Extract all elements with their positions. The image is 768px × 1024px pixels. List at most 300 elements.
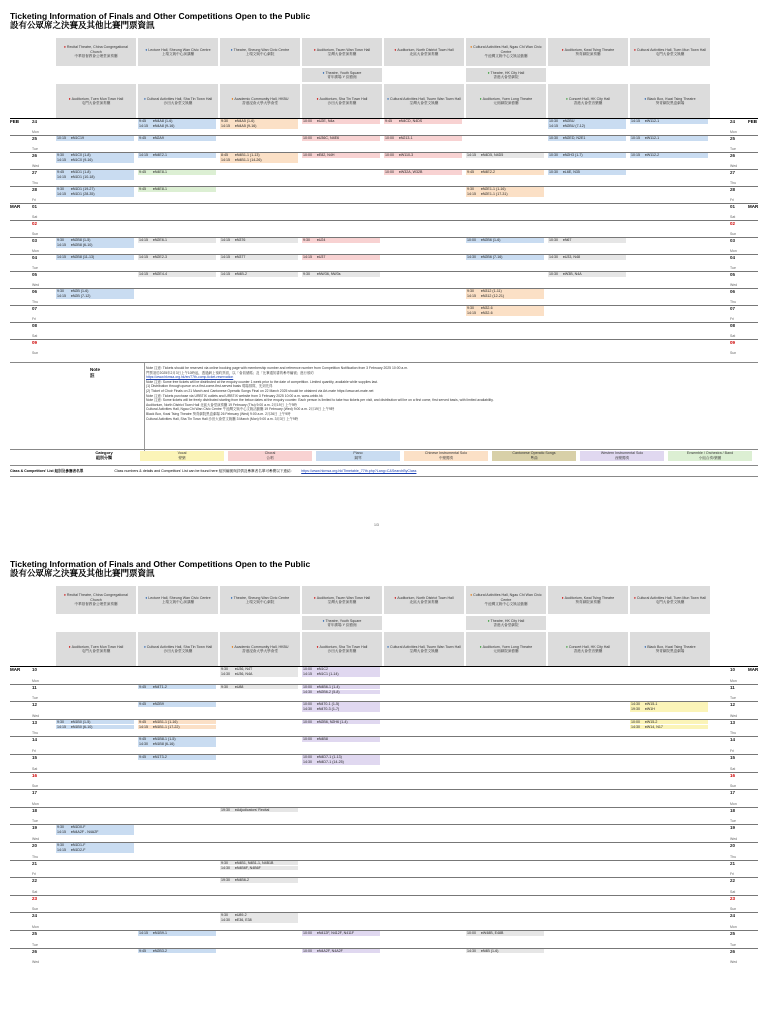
event-entry [548, 255, 626, 260]
venue-name-en: Auditorium, Tsuen Wan Town Hall [316, 47, 371, 52]
day-of-week-right: Tue [730, 696, 736, 701]
venue-name-en: Recital Theatre, China Congregational Church [66, 593, 128, 602]
event-time: 14:30 [221, 672, 230, 676]
event-time: 14:15 [57, 175, 66, 179]
venue-v16 [466, 632, 546, 666]
date-row [10, 322, 758, 340]
event-class: ♦N1B8 (6-16) [153, 742, 175, 747]
document-title-en-page2: Ticketing Information of Finals and Other Competitions Open to the Public [10, 559, 311, 569]
notes-line: 門票須於2025年2月3日上午10時起，透過網上預約頁面，以「會員號碼」及「比賽通知書的參考編號」進行預約 [146, 370, 314, 375]
venue-v3 [220, 586, 300, 614]
day-of-week: Fri [32, 198, 37, 202]
day-of-week-right: Sun [730, 784, 737, 789]
month-label-right: FEB [748, 119, 757, 124]
venue-marker-icon: ♦ [479, 96, 482, 101]
event-class: ♦N2B8 (1-5) [71, 238, 91, 242]
venue-v6 [466, 586, 546, 614]
event-class: ♦N1D1 (1-8) [71, 170, 91, 174]
event-time: 14:30 [303, 707, 312, 712]
event-time: 9:45 [139, 170, 146, 174]
date-row [10, 895, 758, 914]
notes-line: Cultural Activities Hall, Sha Tin Town Hall 沙田大會堂文娛廳 3 March (Mon) 9:00 a.m. 3月3日 上午9時 [146, 416, 299, 421]
event-time: 14:15 [631, 119, 640, 123]
day-of-week-right: Fri [730, 317, 735, 321]
category-name-en: Ensemble / Orchestra / Band [686, 451, 734, 455]
day-of-week: Mon [32, 925, 39, 929]
event-entry [138, 702, 216, 707]
venue-marker-icon: ♦ [470, 45, 473, 50]
event-entry [138, 742, 216, 747]
day-of-week-right: Sat [730, 334, 736, 338]
venue-marker-icon: ♦ [231, 96, 234, 101]
notes-line: (1) Distribution through queue on a first-come-first-served basis 現場排隊，先到先得 [146, 384, 273, 389]
event-entry [56, 153, 134, 158]
venue-v12 [138, 632, 218, 666]
venue-name-zh: 北區大會堂演奏廳 [409, 600, 439, 604]
venue-name-zh: 荃灣大會堂演奏廳 [327, 600, 357, 604]
category-name-en: Western Instrumental Solo [600, 451, 644, 455]
event-entry [56, 238, 134, 243]
event-class: ♦N4D5, N4D5 [481, 153, 504, 157]
event-time: 9:45 [139, 187, 146, 191]
event-time: 14:15 [57, 724, 66, 729]
notes-line: Auditorium, North District Town Hall 北區大會堂演奏廳 19 February (Thu) 9:00 a.m. 2月19日 上午9時 [146, 402, 298, 407]
venue-name-en: Academic Community Hall, HKBU [234, 96, 289, 101]
event-time: 14:15 [139, 724, 148, 729]
event-entry [220, 238, 298, 243]
date-row [10, 684, 758, 703]
venue-marker-icon: ♦ [470, 593, 473, 598]
event-class: ♦N4B8 [317, 737, 328, 742]
venue-marker-icon: ♦ [387, 644, 389, 649]
event-time: 9:45 [139, 737, 146, 742]
venue-marker-icon: ♦ [68, 644, 71, 649]
event-entry [56, 725, 134, 730]
event-class: ♦N1D1 (19-27) [71, 187, 95, 191]
event-class: ♦N1C2 [317, 667, 329, 671]
event-class: ♦N4B6-1 (1-4) [317, 684, 340, 689]
event-entry [220, 119, 298, 124]
venue-v3 [220, 38, 300, 66]
venue-v8 [630, 38, 710, 66]
event-entry [220, 672, 298, 677]
event-time: 10:15 [631, 136, 640, 140]
event-time: 9:30 [57, 238, 64, 242]
venue-name-zh: 香港浸會大學大學會堂 [242, 101, 278, 105]
event-class: ♦N1B8-1 (1-5) [153, 737, 176, 742]
event-class: ♦N1B1-1 (17-22) [153, 724, 180, 729]
event-class: ♦N1D1 (10-18) [71, 175, 95, 179]
event-time: 9:30 [303, 238, 310, 242]
event-class: ♦W14, N17 [645, 724, 663, 729]
event-class: ♦N1C0 (9-16) [71, 158, 93, 162]
date-number: 26 [32, 948, 38, 954]
venue-name-en: Academic Community Hall, HKBU [234, 644, 289, 649]
schedule-grid-page2 [10, 666, 758, 966]
event-class: ♦N4B6-2 [235, 878, 250, 883]
day-of-week: Sat [32, 766, 38, 771]
event-class: ♦U36, N4T [235, 667, 253, 671]
event-class: ♦W110-3 [399, 153, 414, 157]
class-list-link[interactable]: https://www.hkmsa.org.hk/Timetable_77th.php?Lang=C&SearchByClass [301, 469, 417, 473]
category-name-en: Choral [264, 451, 276, 455]
date-number: 16 [32, 772, 38, 778]
event-time: 14:30 [139, 742, 148, 747]
date-row [10, 339, 758, 357]
date-number: 26 [32, 153, 38, 158]
venue-name-zh: 葵青劇院演奏廳 [575, 52, 601, 56]
day-of-week: Fri [32, 749, 37, 753]
event-class: ♦U36C, N4E6 [317, 136, 340, 140]
event-entry [138, 931, 216, 936]
event-time: 9:30 [57, 825, 64, 830]
event-class: ♦W15-1 [645, 702, 658, 707]
month-label: MAR [10, 667, 21, 672]
venue-v4 [302, 586, 382, 614]
venue-name-en: Cultural Activities Hall, Sha Tin Town Hall [146, 96, 213, 101]
date-number-right: 24 [730, 913, 736, 919]
venue-name-zh: 上環文娛中心演講廳 [161, 600, 195, 604]
event-time: 9:30 [467, 306, 474, 310]
venue-marker-icon: ♦ [313, 47, 316, 52]
event-entry [302, 153, 380, 158]
venue-name-en: Black Box, Kwai Tsing Theatre [647, 96, 696, 101]
event-entry [384, 153, 462, 158]
venue-name-en: Auditorium, Tuen Mun Town Hall [71, 96, 124, 101]
event-time: 14:15 [303, 255, 312, 259]
venue-name-en: Theatre, HK City Hall [490, 618, 525, 623]
day-of-week-right: Sun [730, 351, 737, 355]
venue-marker-icon: ♦ [230, 47, 233, 52]
event-time: 14:15 [467, 311, 476, 315]
event-class: ♦N2B (7-12) [71, 294, 91, 298]
venue-name-zh: 沙田大會堂文娛廳 [163, 101, 193, 105]
category-chip [580, 451, 664, 461]
day-of-week: Mon [32, 130, 39, 134]
event-time: 14:15 [57, 192, 66, 196]
event-time: 19:30 [631, 707, 640, 712]
date-number: 08 [32, 323, 38, 328]
day-of-week: Tue [32, 942, 38, 947]
event-class: ♦N2ED, N2E1 [563, 136, 586, 140]
venue-name-zh: 元朗劇院演藝廳 [493, 101, 519, 105]
date-number-right: 25 [730, 931, 736, 936]
venue-v8 [630, 586, 710, 614]
event-entry [138, 725, 216, 730]
event-entry [302, 755, 380, 760]
venue-name-en: Lecture Hall, Sheung Wan Civic Centre [148, 47, 211, 52]
event-class: ♦N2B3-2 [153, 948, 168, 953]
venue-name-en: Cultural Activities Hall, Tsuen Wan Town Hall [390, 96, 461, 101]
venue-v2 [138, 586, 218, 614]
venue-name-en: Theatre, HK City Hall [490, 70, 525, 75]
event-class: ♦L6E, N35 [563, 170, 580, 174]
date-row [10, 860, 758, 879]
event-time: 10:00 [303, 667, 312, 671]
event-entry [56, 158, 134, 163]
event-entry [302, 119, 380, 124]
date-number-right: 28 [730, 187, 736, 192]
date-row [10, 912, 758, 931]
date-number-right: 03 [730, 238, 736, 243]
venue-name-en: Auditorium, Kwai Tsing Theatre [564, 595, 615, 600]
day-of-week-right: Sun [730, 232, 737, 236]
date-row [10, 666, 758, 685]
event-entry [138, 737, 216, 742]
event-class: ♦N4E2-2 [481, 170, 496, 174]
event-time: 14:30 [221, 865, 230, 870]
venue-name-en: Auditorium, Kwai Tsing Theatre [564, 47, 615, 52]
event-class: ♦U37 [317, 255, 326, 259]
venue-marker-icon: ♦ [561, 47, 564, 52]
day-of-week: Wed [32, 164, 40, 168]
date-number-right: 15 [730, 755, 736, 760]
date-number-right: 23 [730, 895, 736, 901]
category-name-en: Chinese Instrumental Solo [424, 451, 468, 455]
event-time: 10:00 [303, 931, 312, 935]
date-number: 23 [32, 895, 38, 901]
category-chip [492, 451, 576, 461]
event-entry [302, 931, 380, 936]
venue-v1 [56, 38, 136, 66]
venue-name-zh: 香港大會堂音樂廳 [573, 649, 603, 653]
event-class: ♦N1B1-1 (1-16) [153, 719, 178, 724]
event-entry [630, 153, 708, 158]
notes-line: Note 注意: Tickets should be reserved via online booking page with membership number and reference number from Competition Notification from 3 February 2025 10:00 a.m. [146, 366, 409, 370]
event-class: ♦N4D7-1 (1-13) [317, 755, 342, 759]
event-class: ♦N4CD, N4DS [399, 119, 423, 123]
date-number-right: 13 [730, 719, 736, 725]
day-of-week-right: Mon [730, 801, 737, 806]
event-class: ♦N4D7-1 (14-25) [317, 760, 344, 764]
venue-name-en: Cultural Activities Hall, Tuen Mun Town Hall [636, 47, 706, 52]
date-number: 18 [32, 807, 38, 813]
schedule-grid [10, 118, 758, 378]
venue-v11 [56, 84, 136, 118]
category-label-zh: 組別分類 [96, 455, 112, 460]
event-class: ♦N1C1 (1-14) [317, 672, 339, 676]
venue-v11 [56, 632, 136, 666]
event-entry [466, 170, 544, 175]
event-time: 10:30 [549, 153, 558, 157]
venue-name-en: Auditorium, Yuen Long Theatre [482, 96, 533, 101]
event-class: ♦N2B6, N2H6 (1-4) [317, 719, 348, 724]
event-entry [220, 272, 298, 277]
venue-name-en: Cultural Activities Hall, Tuen Mun Town Hall [636, 595, 706, 600]
event-class: ♦N2B9 [153, 702, 164, 707]
day-of-week: Tue [32, 266, 38, 270]
venue-v15 [384, 84, 464, 118]
venue-name-en: Lecture Hall, Sheung Wan Civic Centre [148, 595, 211, 600]
notes-line: Black Box, Kwai Tsing Theatre 葵青劇院黑盒劇場 26 February (Wed) 9:00 a.m. 2月26日 上午9時 [146, 412, 291, 416]
event-time: 14:15 [221, 238, 230, 242]
venue-marker-icon: ♦ [644, 96, 647, 101]
event-entry [302, 272, 380, 277]
category-name-zh: 小組合奏/樂團 [698, 456, 722, 460]
venue-name-en: Theatre, Youth Square [325, 618, 362, 623]
day-of-week: Mon [32, 678, 39, 683]
day-of-week-right: Mon [730, 678, 737, 683]
event-entry [302, 685, 380, 690]
event-time: 10:00 [303, 153, 312, 157]
event-class: ♦N4T1-2 [153, 684, 167, 689]
event-time: 14:15 [221, 124, 230, 128]
event-time: 9:30 [221, 913, 228, 918]
event-entry [220, 153, 298, 158]
date-number-right: 06 [730, 289, 736, 294]
venue-header-grid-page2 [56, 586, 710, 666]
event-entry [220, 861, 298, 866]
event-entry [56, 294, 134, 299]
event-entry [302, 720, 380, 725]
venue-name-zh: 沙田大會堂演奏廳 [327, 101, 357, 105]
event-class: ♦N412F, N412F, N411F [317, 931, 355, 935]
event-entry [302, 672, 380, 677]
day-of-week-right: Sun [730, 907, 737, 912]
venue-marker-icon: ♦ [143, 96, 146, 101]
venue-name-zh: 中華基督教會公理堂演奏廳 [74, 602, 118, 607]
venue-marker-icon: ♦ [566, 644, 568, 649]
date-number: 19 [32, 825, 38, 831]
event-entry [220, 878, 298, 883]
event-entry [56, 192, 134, 197]
event-entry [220, 918, 298, 923]
event-time: 9:30 [467, 187, 474, 191]
month-label-right: MAR [748, 667, 759, 672]
day-of-week: Thu [32, 854, 39, 859]
event-entry [466, 238, 544, 243]
event-class: ♦N470-3 (1-7) [317, 707, 340, 712]
event-time: 10:15 [631, 153, 640, 157]
event-time: 14:15 [221, 272, 230, 276]
event-entry [138, 255, 216, 260]
date-number-right: 08 [730, 323, 736, 328]
event-entry [466, 949, 544, 954]
notes-line: Cultural Activities Hall, Ngau Chi Wan Civic Centre 牛池灣文娛中心文娛活動廳 19 February (Wed) 9:00 a.m. 2月19日 上午9時 [146, 407, 335, 412]
event-entry [384, 136, 462, 141]
event-time: 10:30 [549, 170, 558, 174]
event-time: 9:30 [221, 860, 228, 865]
day-of-week-right: Mon [730, 249, 737, 253]
event-entry [302, 690, 380, 695]
event-entry [138, 720, 216, 725]
event-entry [56, 187, 134, 192]
venue-v7 [548, 38, 628, 66]
event-class: ♦N2B8 (11-13) [71, 255, 95, 259]
date-row [10, 305, 758, 323]
event-entry [302, 255, 380, 260]
event-entry [302, 238, 380, 243]
day-of-week-right: Sat [730, 215, 736, 219]
event-entry [138, 153, 216, 158]
event-time: 14:30 [303, 689, 312, 694]
category-chip [668, 451, 752, 461]
notes-link[interactable]: https://www.hkmsa.org.hk/en/77th-comp-ticket-reservation [146, 375, 234, 380]
event-time: 14:30 [631, 724, 640, 729]
event-time: 14:15 [303, 672, 312, 676]
day-of-week: Wed [32, 713, 40, 718]
month-label: MAR [10, 204, 21, 209]
event-entry [630, 119, 708, 124]
event-class: ♦W3B, N4A [563, 272, 582, 276]
event-time: 10:00 [385, 153, 394, 157]
event-time: 10:30 [549, 238, 558, 242]
event-entry [548, 170, 626, 175]
event-entry [548, 153, 626, 158]
venue-name-zh: 中華基督教會公理堂演奏廳 [74, 54, 118, 59]
event-entry [302, 702, 380, 707]
venue-name-zh: 元朗劇院演藝廳 [493, 649, 519, 653]
category-name-zh: 中樂獨奏 [438, 456, 454, 460]
venue-name-zh: 上環文娛中心劇院 [245, 600, 275, 604]
event-entry [548, 272, 626, 277]
event-entry [220, 685, 298, 690]
venue-name-en: Theatre, Youth Square [325, 70, 362, 75]
venue-name-zh: 屯門大會堂文娛廳 [655, 52, 685, 56]
day-of-week-right: Mon [730, 925, 737, 929]
venue-name-zh: 荃灣大會堂文娛廳 [409, 649, 439, 653]
event-class: ♦N1D0-F [71, 825, 86, 830]
event-entry [548, 238, 626, 243]
date-number: 01 [32, 204, 38, 209]
venue-marker-icon: ♦ [68, 96, 71, 101]
event-class: ♦NW36, NW3s [317, 272, 341, 276]
venue-name-en: Black Box, Kwai Tsing Theatre [647, 644, 696, 649]
event-time: 10:15 [57, 136, 66, 140]
day-of-week-right: Fri [730, 872, 735, 877]
date-number: 10 [32, 667, 38, 672]
venue-marker-icon: ♦ [387, 96, 389, 101]
event-time: 10:00 [303, 702, 312, 707]
venue-v2 [138, 38, 218, 66]
day-of-week: Thu [32, 300, 39, 304]
day-of-week-right: Wed [730, 960, 738, 965]
day-of-week: Tue [32, 696, 38, 701]
category-name-zh: 聲樂 [178, 456, 186, 460]
venue-v5 [384, 586, 464, 614]
date-row [10, 271, 758, 289]
event-class: ♦N32-6 [481, 311, 493, 315]
day-of-week-right: Tue [730, 819, 736, 824]
venue-v4 [302, 38, 382, 66]
venue-name-zh: 香港大會堂劇院 [493, 623, 519, 627]
date-number: 07 [32, 306, 38, 311]
event-entry [630, 702, 708, 707]
day-of-week: Thu [32, 181, 39, 185]
event-class: ♦U24 [317, 238, 326, 242]
event-time: 10:00 [303, 948, 312, 953]
category-chip [140, 451, 224, 461]
event-class: ♦N377 [235, 255, 246, 259]
day-of-week-right: Mon [730, 130, 737, 134]
venue-marker-icon: ♦ [644, 644, 647, 649]
event-class: ♦N2E4-4 [153, 272, 168, 276]
category-name-zh: 粵曲 [530, 456, 538, 460]
event-class: ♦N213-1 [399, 136, 413, 140]
venue-marker-icon: ♦ [634, 595, 636, 600]
event-entry [466, 289, 544, 294]
venue-name-zh: 沙田大會堂演奏廳 [327, 649, 357, 653]
venue-marker-icon: ♦ [566, 96, 568, 101]
event-class: ♦N1D1-F [71, 843, 86, 847]
event-time: 9:30 [57, 187, 64, 191]
event-time: 10:00 [303, 755, 312, 759]
event-time: 10:30 [549, 272, 558, 276]
category-name-zh: 鋼琴 [354, 456, 362, 460]
event-class: ♦N4B1-1 (1-13) [235, 153, 260, 157]
event-entry [630, 725, 708, 730]
day-of-week-right: Tue [730, 266, 736, 270]
